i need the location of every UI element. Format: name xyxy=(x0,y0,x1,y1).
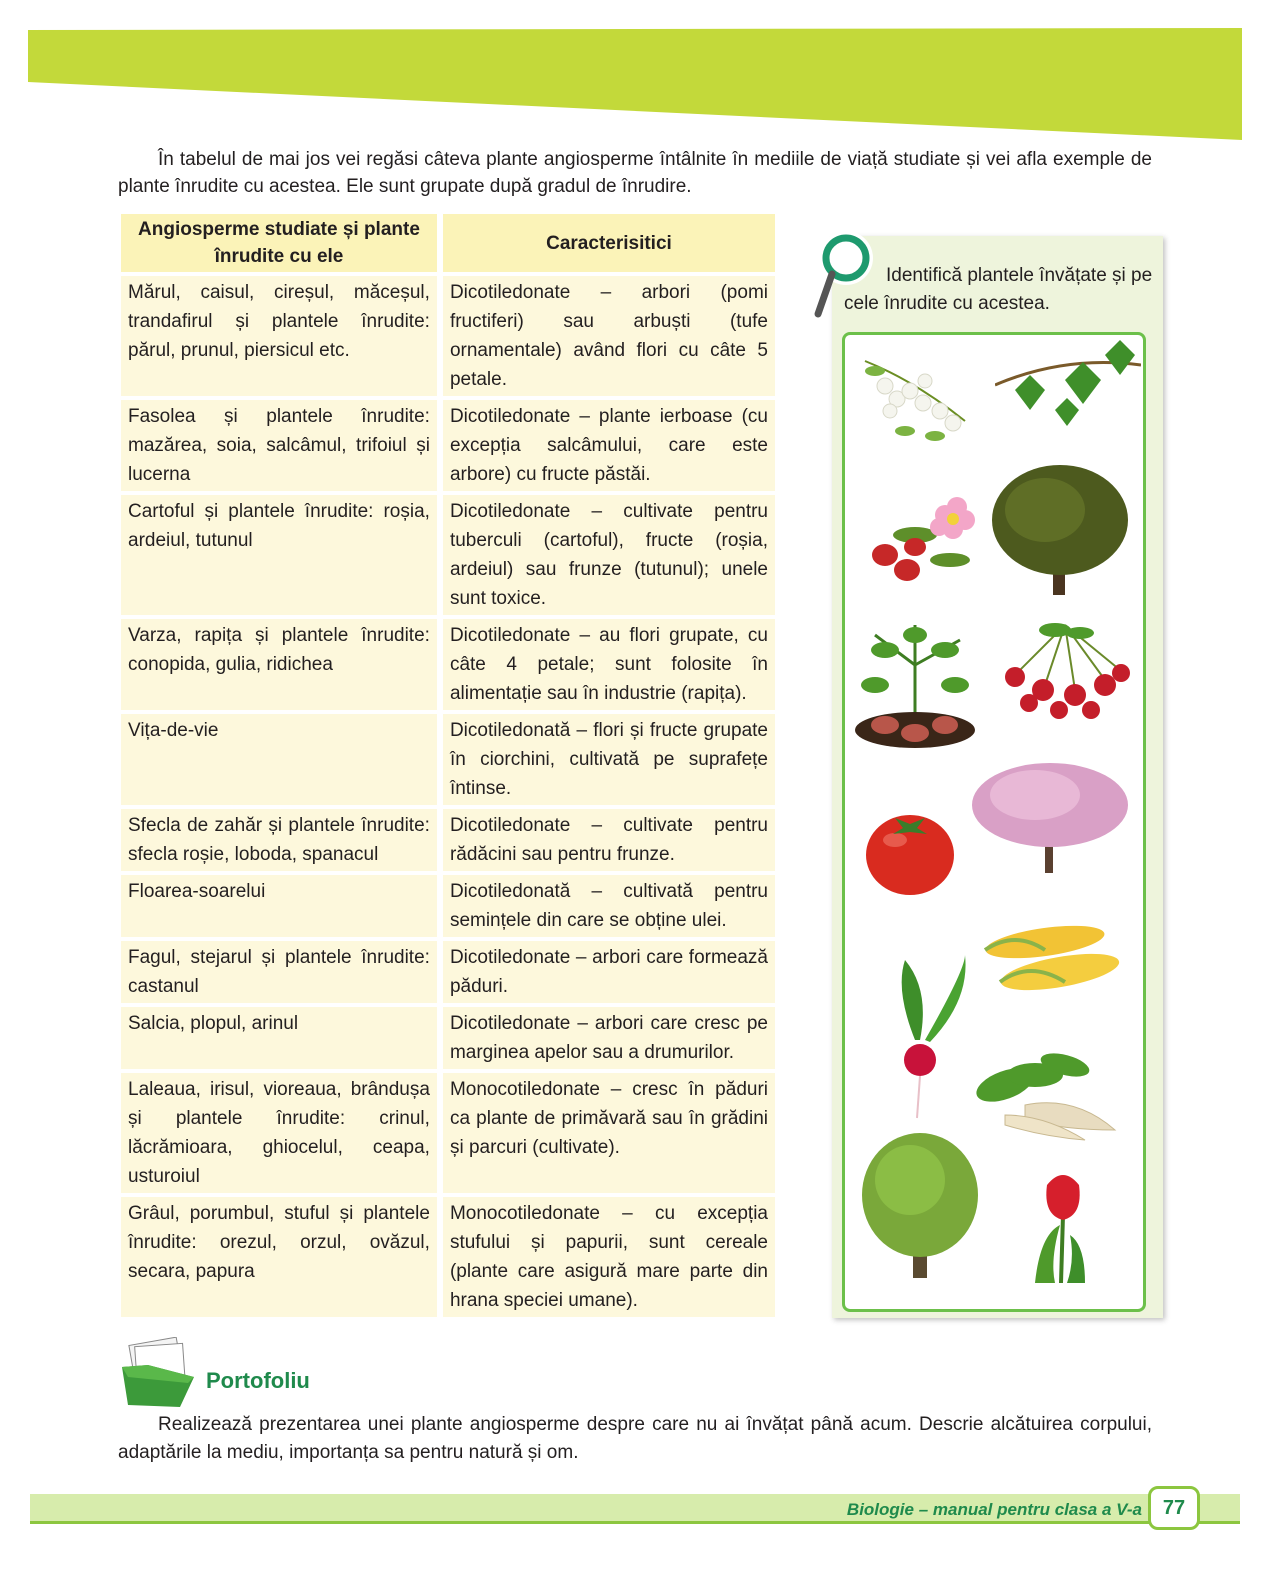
potato-plant-image xyxy=(845,605,985,755)
header-characteristics: Caracterisitici xyxy=(443,214,775,272)
table-row xyxy=(121,1007,775,1069)
plants-cell: Mărul, caisul, cireșul, măceșul, trandafirul și plantele înrudite: părul, prunul, piersicul etc. xyxy=(121,276,437,396)
table-row xyxy=(121,495,775,615)
folder-icon xyxy=(118,1337,198,1409)
plants-cell: Laleaua, irisul, vioreaua, brândușa și plantele înrudite: crinul, lăcrămioara, ghiocelul, ceapa, usturoiul xyxy=(121,1073,437,1193)
radish-image xyxy=(875,950,975,1120)
intro-paragraph: În tabelul de mai jos vei regăsi câteva plante angiosperme întâlnite în mediile de viață studiate și vei afla exemple de plante înrudite cu acestea. Ele sunt grupate după gradul de înrudire. xyxy=(118,149,1152,197)
table-row xyxy=(121,809,775,871)
table-row xyxy=(121,619,775,710)
table-row xyxy=(121,400,775,491)
blossom-tree-image xyxy=(965,755,1135,875)
traits-cell: Monocotiledonate – cu excepția stufului și papurii, sunt cereale (plante care asigură mare parte din hrana speciei umane). xyxy=(443,1197,775,1317)
plants-cell: Fagul, stejarul și plantele înrudite: castanul xyxy=(121,941,437,1003)
corn-image xyxy=(975,920,1125,1000)
tulip-image xyxy=(1005,1165,1115,1285)
sugar-beet-image xyxy=(965,1045,1125,1145)
traits-cell: Dicotiledonate – arbori care cresc pe marginea apelor sau a drumurilor. xyxy=(443,1007,775,1069)
traits-cell: Dicotiledonate – arbori care formează păduri. xyxy=(443,941,775,1003)
table-row xyxy=(121,875,775,937)
traits-cell: Dicotiledonate – plante ierboase (cu excepția salcâmului, care este arbore) cu fructe păstăi. xyxy=(443,400,775,491)
plants-cell: Grâul, porumbul, stuful și plantele înrudite: orezul, orzul, ovăzul, secara, papura xyxy=(121,1197,437,1317)
book-title: Biologie – manual pentru clasa a V-a xyxy=(846,1500,1142,1519)
page-number: 77 xyxy=(1148,1486,1200,1530)
plant-images-frame xyxy=(842,332,1146,1312)
table-row xyxy=(121,714,775,805)
angiosperm-table xyxy=(115,210,781,1321)
plants-cell: Sfecla de zahăr și plantele înrudite: sfecla roșie, loboda, spanacul xyxy=(121,809,437,871)
traits-cell: Dicotiledonate – cultivate pentru rădăcini sau pentru frunze. xyxy=(443,809,775,871)
table-header-row xyxy=(121,214,775,272)
magnifier-icon xyxy=(808,226,878,326)
grapevine-leaves-image xyxy=(995,335,1141,435)
portfolio-title: Portofoliu xyxy=(206,1368,310,1393)
oak-tree-image xyxy=(985,460,1135,600)
willow-tree-image xyxy=(855,1130,985,1280)
top-green-band xyxy=(0,0,1270,150)
plants-cell: Vița-de-vie xyxy=(121,714,437,805)
plants-cell: Floarea-soarelui xyxy=(121,875,437,937)
rose-hip-image xyxy=(855,485,985,595)
plants-cell: Fasolea și plantele înrudite: mazărea, soia, salcâmul, trifoiul și lucerna xyxy=(121,400,437,491)
tomato-image xyxy=(855,800,965,900)
traits-cell: Dicotiledonată – flori și fructe grupate în ciorchini, cultivată pe suprafețe întinse. xyxy=(443,714,775,805)
portfolio-paragraph: Realizează prezentarea unei plante angiosperme despre care nu ai învățat până acum. Descrie alcătuirea corpului, adaptările la mediu, importanța sa pentru natură și om. xyxy=(118,1414,1152,1463)
plants-cell: Cartoful și plantele înrudite: roșia, ardeiul, tutunul xyxy=(121,495,437,615)
table-row xyxy=(121,1197,775,1317)
identify-instruction: Identifică plantele învățate și pe cele înrudite cu acestea. xyxy=(844,265,1153,314)
table-row xyxy=(121,941,775,1003)
header-plants: Angiosperme studiate și plante înrudite cu ele xyxy=(121,214,437,272)
traits-cell: Dicotiledonate – arbori (pomi fructiferi) sau arbuști (tufe ornamentale) având flori cu câte 5 petale. xyxy=(443,276,775,396)
acacia-flower-image xyxy=(845,341,985,451)
plants-cell: Salcia, plopul, arinul xyxy=(121,1007,437,1069)
cherries-image xyxy=(995,615,1135,725)
traits-cell: Dicotiledonată – cultivată pentru semințele din care se obține ulei. xyxy=(443,875,775,937)
table-row xyxy=(121,1073,775,1193)
traits-cell: Dicotiledonate – cultivate pentru tuberculi (cartoful), fructe (roșia, ardeiul) sau frunze (tutunul); unele sunt toxice. xyxy=(443,495,775,615)
traits-cell: Dicotiledonate – au flori grupate, cu câte 4 petale; sunt folosite în alimentație sau în industrie (rapița). xyxy=(443,619,775,710)
traits-cell: Monocotiledonate – cresc în păduri ca plante de primăvară sau în grădini și parcuri (cultivate). xyxy=(443,1073,775,1193)
plants-cell: Varza, rapița și plantele înrudite: conopida, gulia, ridichea xyxy=(121,619,437,710)
table-row xyxy=(121,276,775,396)
